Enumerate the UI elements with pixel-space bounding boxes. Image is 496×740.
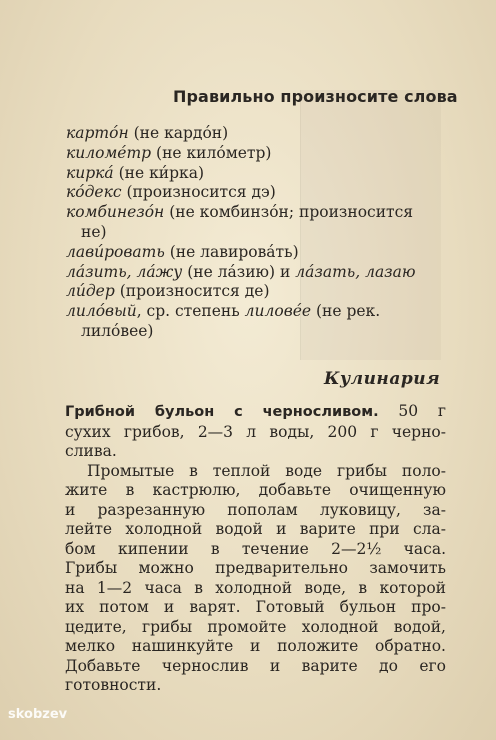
word-italic: лави́ровать	[66, 242, 165, 261]
recipe-line	[65, 540, 446, 560]
recipe-text: сухих грибов, 2—3 л воды, 200 г черно-	[65, 422, 446, 441]
word-entry	[66, 203, 446, 223]
word-entry	[66, 124, 446, 144]
recipe-line	[65, 501, 446, 521]
recipe-line	[65, 423, 446, 443]
word-entry	[66, 282, 446, 302]
word-note: (произносится дэ)	[121, 183, 276, 202]
word-entry	[66, 243, 446, 263]
recipe-line	[65, 559, 446, 579]
word-note: , ср. степень	[136, 302, 245, 321]
word-entry	[66, 302, 446, 322]
recipe-text: Промытые в теплой воде грибы поло-	[87, 461, 446, 480]
word-italic: киломе́тр	[66, 143, 152, 162]
recipe-line	[65, 657, 446, 677]
word-note: (не лавирова́ть)	[164, 242, 299, 261]
recipe-line	[65, 520, 446, 540]
word-italic: ко́декс	[66, 183, 122, 202]
recipe-text: жите в кастрюлю, добавьте очищенную	[65, 481, 446, 499]
word-note: (не ла́зию) и	[182, 262, 296, 281]
word-italic: ли́дер	[66, 282, 115, 301]
recipe-text: и разрезанную пополам луковицу, за-	[65, 500, 446, 519]
word-note: (произносится де)	[114, 282, 270, 301]
recipe-text: Грибы можно предварительно замочить	[65, 559, 446, 577]
pronunciation-list	[66, 124, 446, 342]
word-note: (не комбинзо́н; произносится	[164, 203, 414, 222]
recipe-text: на 1—2 часа в холодной воде, в которой	[65, 578, 446, 597]
recipe-text: лейте холодной водой и варите при сла-	[65, 520, 446, 538]
recipe-block	[65, 402, 446, 696]
word-italic: ла́зить, ла́жу	[66, 262, 183, 281]
recipe-line	[65, 598, 446, 618]
recipe-text: цедите, грибы промойте холодной водой,	[65, 617, 446, 636]
recipe-text: их потом и варят. Готовый бульон про-	[65, 598, 446, 616]
recipe-title: Грибной бульон с черносливом.	[65, 404, 379, 420]
word-italic: комбинезо́н	[66, 203, 165, 222]
recipe-line	[65, 462, 446, 482]
recipe-line	[65, 618, 446, 638]
recipe-text: готовности.	[65, 676, 162, 694]
word-entry	[66, 164, 446, 184]
word-italic: кирка́	[66, 163, 114, 182]
recipe-line	[65, 402, 446, 423]
word-entry	[66, 223, 446, 243]
recipe-line	[65, 676, 446, 696]
word-note: не)	[81, 222, 107, 241]
word-italic: карто́н	[66, 124, 129, 142]
recipe-line	[65, 442, 446, 462]
word-italic-secondary: ла́зать, лазаю	[295, 262, 416, 281]
word-note: (не кило́метр)	[151, 143, 272, 162]
word-italic: лило́вый	[66, 302, 137, 321]
word-note: лило́вее)	[81, 321, 154, 340]
word-entry	[66, 263, 446, 283]
word-note: (не кардо́н)	[128, 124, 229, 142]
word-italic-secondary: лилове́е	[244, 302, 312, 321]
word-note-secondary: (не рек.	[311, 302, 381, 321]
watermark: skobzev	[8, 707, 68, 722]
word-note: (не ки́рка)	[113, 163, 204, 182]
recipe-text: бом кипении в течение 2—2½ часа.	[65, 539, 446, 558]
culinary-section-title: Кулинария	[324, 369, 441, 389]
word-entry	[66, 183, 446, 203]
word-entry	[66, 322, 446, 342]
pronunciation-heading: Правильно произносите слова	[173, 87, 458, 106]
recipe-line	[65, 481, 446, 501]
recipe-text: мелко нашинкуйте и положите обратно.	[65, 637, 446, 655]
recipe-text: 50 г	[398, 402, 446, 420]
recipe-line	[65, 579, 446, 599]
recipe-text: Добавьте чернослив и варите до его	[65, 656, 446, 675]
recipe-line	[65, 637, 446, 657]
word-entry	[66, 144, 446, 164]
recipe-text: слива.	[65, 442, 117, 460]
